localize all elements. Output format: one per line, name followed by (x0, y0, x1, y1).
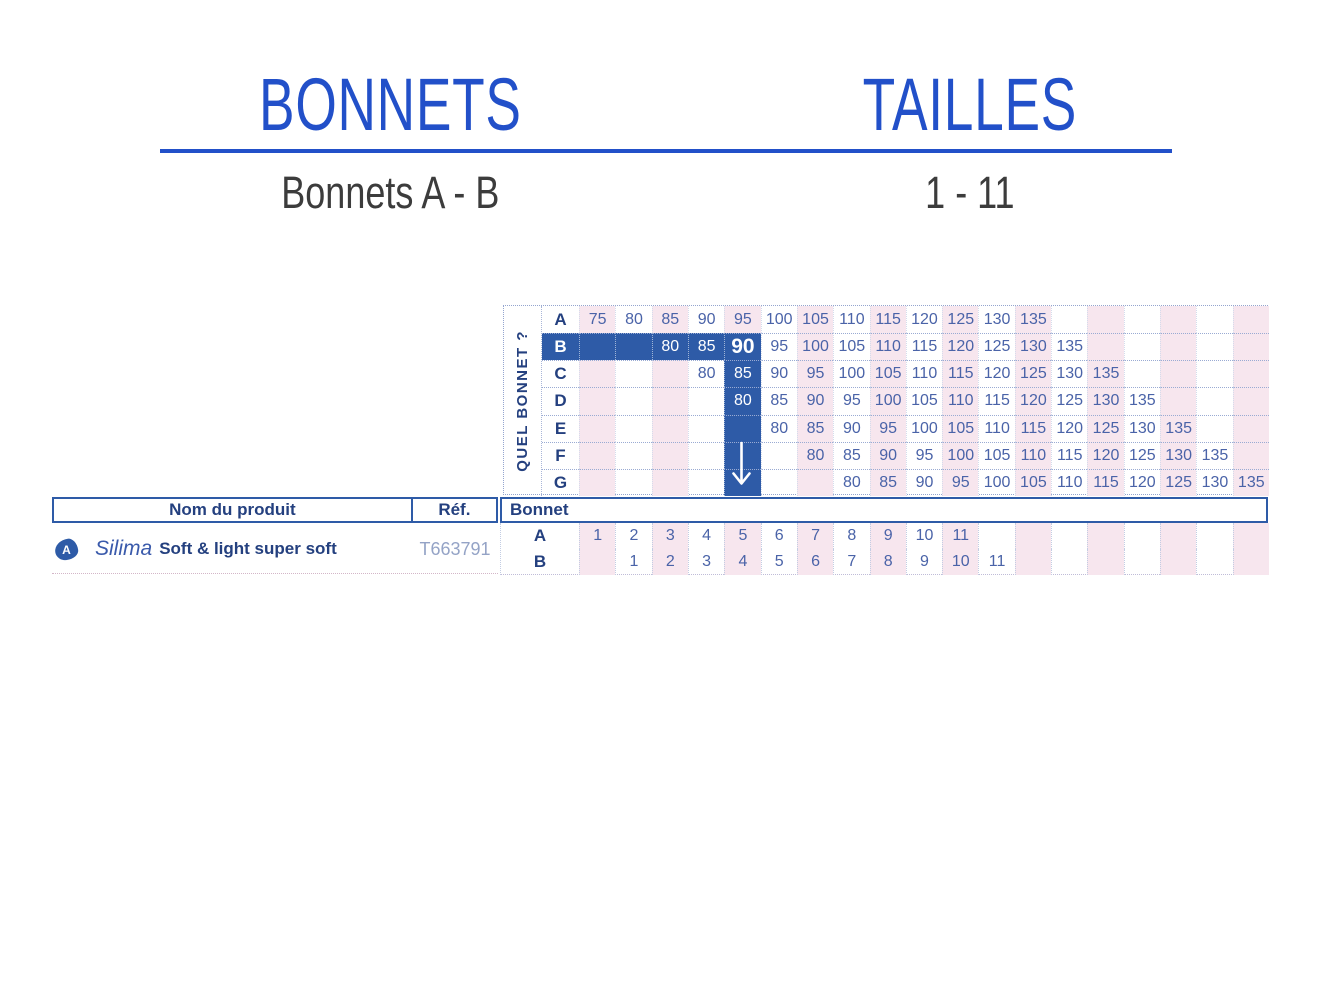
size-cell (1196, 415, 1232, 442)
size-cell: 115 (1051, 442, 1087, 469)
size-cell (652, 469, 688, 496)
size-cell: 100 (942, 442, 978, 469)
size-cell (652, 360, 688, 387)
size-cell (615, 442, 651, 469)
size-cell: 100 (906, 415, 942, 442)
taille-cell (1233, 549, 1269, 575)
size-cell: 85 (761, 387, 797, 414)
size-cell: 115 (906, 333, 942, 360)
size-cell: 95 (833, 387, 869, 414)
taille-cell: 6 (761, 523, 797, 549)
taille-cell (1196, 549, 1232, 575)
bonnets-range (160, 168, 620, 218)
size-cell: 135 (1087, 360, 1123, 387)
size-cell: 105 (906, 387, 942, 414)
size-cell: 85 (652, 306, 688, 333)
size-cell (1087, 306, 1123, 333)
size-cell: 105 (1015, 469, 1051, 496)
size-cell: 95 (870, 415, 906, 442)
size-cell: 100 (761, 306, 797, 333)
taille-cell (1051, 523, 1087, 549)
col-header-ref: Réf. (411, 499, 496, 521)
taille-cell: 9 (906, 549, 942, 575)
size-cell: 135 (1124, 387, 1160, 414)
row-label: E (542, 415, 579, 442)
size-cell (1124, 333, 1160, 360)
size-cell: 90 (833, 415, 869, 442)
taille-cell: 5 (724, 523, 760, 549)
size-cell: 100 (870, 387, 906, 414)
size-cell: 130 (1124, 415, 1160, 442)
size-cell: 95 (761, 333, 797, 360)
product-badge (54, 537, 80, 561)
size-cell (615, 469, 651, 496)
product-badge-letter: A (62, 542, 71, 557)
bonnets-title-text: BONNETS (258, 63, 522, 146)
size-cell (652, 442, 688, 469)
size-cell: 135 (1160, 415, 1196, 442)
taille-cell (1160, 523, 1196, 549)
taille-cell: 11 (978, 549, 1014, 575)
size-cell: 120 (1051, 415, 1087, 442)
size-cell: 75 (579, 306, 615, 333)
taille-cell (1087, 549, 1123, 575)
size-cell: 105 (978, 442, 1014, 469)
size-cell: 130 (1087, 387, 1123, 414)
size-cell: 85 (833, 442, 869, 469)
size-cell (615, 415, 651, 442)
size-cell (1233, 306, 1269, 333)
size-cell (652, 387, 688, 414)
size-cell: 135 (1051, 333, 1087, 360)
size-cell: 95 (797, 360, 833, 387)
size-cell: 80 (833, 469, 869, 496)
size-cell (761, 469, 797, 496)
taille-cell (1124, 549, 1160, 575)
size-cell: 110 (833, 306, 869, 333)
bonnet-table-header (500, 497, 1268, 523)
bonnets-title (160, 62, 620, 147)
taille-cell (978, 523, 1014, 549)
size-cell: 110 (1015, 442, 1051, 469)
size-cell: 130 (978, 306, 1014, 333)
size-cell (652, 415, 688, 442)
size-cell (1160, 333, 1196, 360)
taille-cell (1160, 549, 1196, 575)
tailles-range-text: 1 - 11 (925, 167, 1015, 218)
size-cell (1087, 333, 1123, 360)
size-cell: 105 (833, 333, 869, 360)
size-cell: 80 (688, 360, 724, 387)
size-cell (1233, 442, 1269, 469)
taille-cell (1087, 523, 1123, 549)
product-name: Soft & light super soft (159, 539, 337, 558)
size-cell (1160, 306, 1196, 333)
taille-cell: 4 (688, 523, 724, 549)
size-cell: 85 (797, 415, 833, 442)
size-cell (579, 469, 615, 496)
taille-cell: 3 (688, 549, 724, 575)
size-chart-grid (503, 305, 1268, 495)
size-cell (1124, 360, 1160, 387)
size-cell: 115 (978, 387, 1014, 414)
size-cell: 85 (724, 360, 760, 387)
size-cell: 135 (1196, 442, 1232, 469)
taille-cell: 7 (833, 549, 869, 575)
size-cell: 90 (724, 333, 760, 360)
size-cell (724, 415, 760, 442)
size-cell: 90 (761, 360, 797, 387)
size-cell: 120 (1087, 442, 1123, 469)
size-cell: 125 (978, 333, 1014, 360)
size-cell: 130 (1196, 469, 1232, 496)
size-cell (615, 360, 651, 387)
header-divider (160, 149, 1172, 153)
size-cell: 80 (615, 306, 651, 333)
tailles-title-text: TAILLES (862, 63, 1078, 146)
size-cell: 135 (1015, 306, 1051, 333)
size-cell: 110 (942, 387, 978, 414)
size-cell (1124, 306, 1160, 333)
size-cell (1160, 387, 1196, 414)
size-cell: 115 (1087, 469, 1123, 496)
taille-cell (1051, 549, 1087, 575)
size-cell: 120 (1124, 469, 1160, 496)
size-cell: 105 (942, 415, 978, 442)
size-cell (1233, 415, 1269, 442)
row-label: G (542, 469, 579, 496)
row-label: D (542, 387, 579, 414)
size-cell (688, 415, 724, 442)
size-cell (688, 387, 724, 414)
size-cell (1196, 306, 1232, 333)
size-cell: 115 (942, 360, 978, 387)
taille-cell: 8 (833, 523, 869, 549)
size-cell (615, 387, 651, 414)
size-cell: 90 (870, 442, 906, 469)
size-cell: 95 (942, 469, 978, 496)
size-mapping-grid (500, 523, 1268, 575)
size-cell: 105 (797, 306, 833, 333)
size-cell: 120 (978, 360, 1014, 387)
taille-cell: 2 (652, 549, 688, 575)
size-cell: 120 (906, 306, 942, 333)
taille-cell: 8 (870, 549, 906, 575)
size-cell (579, 333, 615, 360)
size-cell: 125 (1124, 442, 1160, 469)
taille-cell (1233, 523, 1269, 549)
taille-cell: 1 (615, 549, 651, 575)
size-cell (1196, 360, 1232, 387)
size-cell (1196, 333, 1232, 360)
size-cell: 110 (1051, 469, 1087, 496)
col-header-bonnet: Bonnet (510, 500, 569, 519)
size-cell: 85 (688, 333, 724, 360)
size-cell: 90 (906, 469, 942, 496)
size-cell: 80 (724, 387, 760, 414)
taille-cell: 10 (906, 523, 942, 549)
col-header-name: Nom du produit (169, 500, 296, 519)
taille-cell (1196, 523, 1232, 549)
size-cell: 125 (942, 306, 978, 333)
size-cell: 120 (942, 333, 978, 360)
size-cell: 110 (906, 360, 942, 387)
size-cell (579, 360, 615, 387)
tailles-range (720, 168, 1220, 218)
bonnets-range-text: Bonnets A - B (280, 167, 500, 218)
size-cell: 115 (1015, 415, 1051, 442)
bonnet-row-label: A (533, 526, 547, 545)
taille-cell (1015, 523, 1051, 549)
size-cell: 80 (761, 415, 797, 442)
size-cell (761, 442, 797, 469)
product-ref: T663791 (419, 538, 491, 559)
size-cell (1233, 333, 1269, 360)
taille-cell (579, 549, 615, 575)
bonnet-row-label: B (533, 552, 547, 571)
size-cell: 105 (870, 360, 906, 387)
product-brand: Silima (95, 537, 153, 560)
size-cell (1196, 387, 1232, 414)
size-cell (579, 387, 615, 414)
taille-cell: 2 (615, 523, 651, 549)
size-cell (1051, 306, 1087, 333)
taille-cell (1015, 549, 1051, 575)
tailles-title (720, 62, 1220, 147)
size-cell: 120 (1015, 387, 1051, 414)
size-cell: 80 (652, 333, 688, 360)
size-cell: 100 (833, 360, 869, 387)
taille-cell: 1 (579, 523, 615, 549)
row-label: F (542, 442, 579, 469)
size-cell (688, 442, 724, 469)
taille-cell (1124, 523, 1160, 549)
size-cell: 125 (1051, 387, 1087, 414)
size-cell (1160, 360, 1196, 387)
size-cell (579, 442, 615, 469)
size-cell: 85 (870, 469, 906, 496)
taille-cell: 4 (724, 549, 760, 575)
size-cell: 90 (688, 306, 724, 333)
size-cell: 130 (1051, 360, 1087, 387)
size-cell: 110 (870, 333, 906, 360)
size-cell: 100 (978, 469, 1014, 496)
size-cell: 110 (978, 415, 1014, 442)
row-label: C (542, 360, 579, 387)
size-cell: 95 (724, 306, 760, 333)
size-cell: 90 (797, 387, 833, 414)
side-label: QUEL BONNET ? (504, 306, 542, 496)
taille-cell: 5 (761, 549, 797, 575)
size-cell (1233, 387, 1269, 414)
size-cell: 100 (797, 333, 833, 360)
row-divider (52, 573, 498, 574)
size-cell (1233, 360, 1269, 387)
product-table-header (52, 497, 498, 523)
size-cell (615, 333, 651, 360)
row-label: B (542, 333, 579, 360)
taille-cell: 6 (797, 549, 833, 575)
size-cell: 135 (1233, 469, 1269, 496)
size-cell: 80 (797, 442, 833, 469)
taille-cell: 10 (942, 549, 978, 575)
taille-cell: 9 (870, 523, 906, 549)
taille-cell: 3 (652, 523, 688, 549)
size-cell: 125 (1015, 360, 1051, 387)
size-cell (579, 415, 615, 442)
taille-cell: 11 (942, 523, 978, 549)
size-cell: 130 (1160, 442, 1196, 469)
size-cell (688, 469, 724, 496)
size-cell: 125 (1160, 469, 1196, 496)
taille-cell: 7 (797, 523, 833, 549)
size-cell (797, 469, 833, 496)
down-arrow-icon (723, 440, 760, 492)
row-label: A (554, 309, 567, 329)
size-cell: 130 (1015, 333, 1051, 360)
size-cell: 125 (1087, 415, 1123, 442)
size-cell: 95 (906, 442, 942, 469)
size-cell: 115 (870, 306, 906, 333)
